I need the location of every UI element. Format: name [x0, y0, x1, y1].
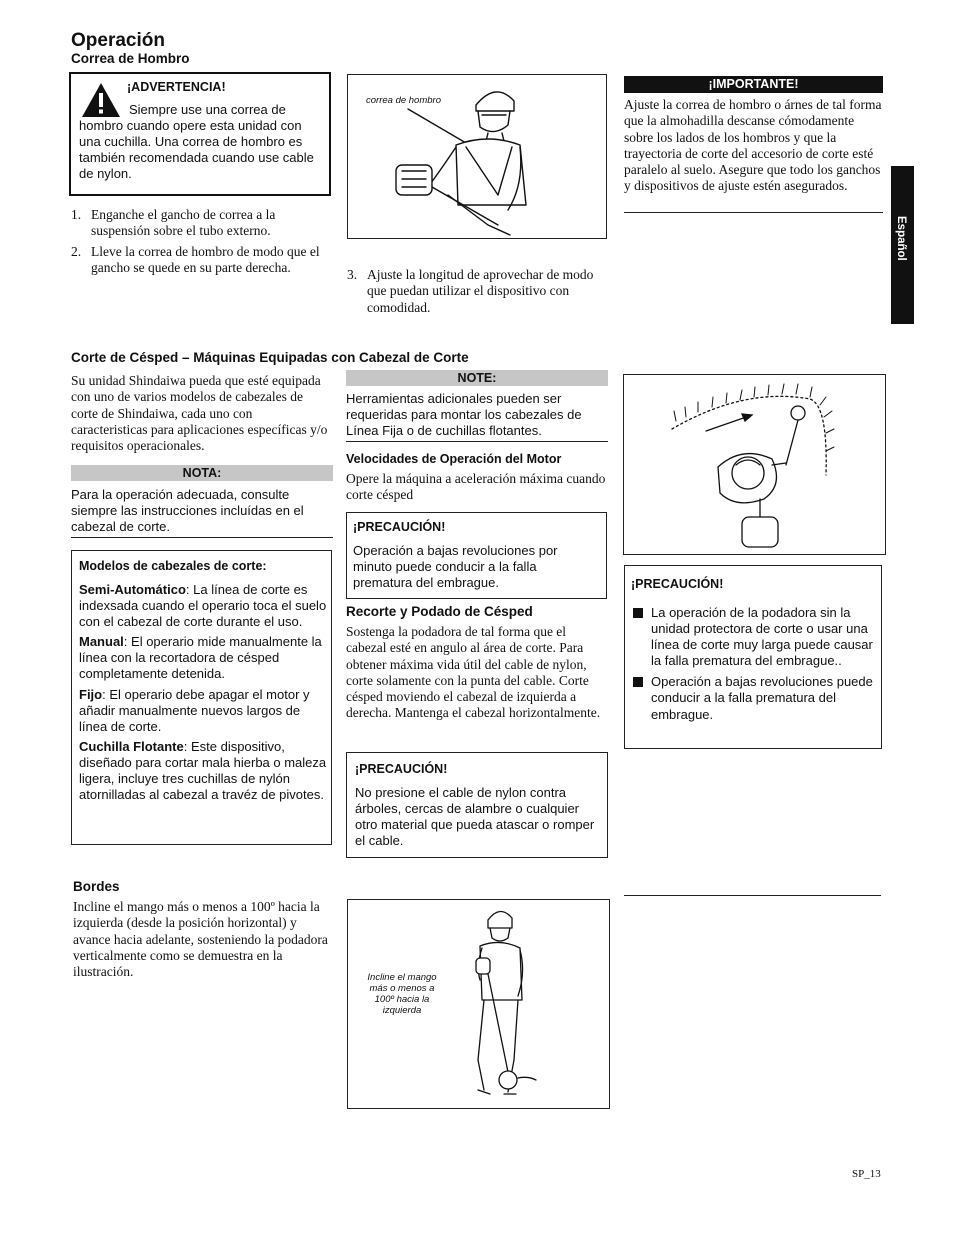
edging-text: Incline el mango más o menos a 100º hacia la izquierda (desde la posición horizontal) y avance hacia adelante, sosteniendo la podadora verticalmente como se demuestra en la ilustración.	[73, 899, 328, 980]
note-bar: NOTE:	[346, 370, 608, 386]
operator-edging-illustration	[348, 900, 610, 1109]
divider	[624, 212, 883, 213]
trim-text: Sostenga la podadora de tal forma que el cabezal esté en angulo al área de corte. Para obtener máxima vida útil del cable de nylon, corte solamente con la punta del cable. Corte césped moviendo el cabezal de izquierda a derecha. Mantenga el cabezal horizontalmente.	[346, 624, 601, 721]
warning-text: Siempre use una correa de hombro cuando opere esta unidad con una cuchilla. Una correa de hombro es también recomendada cuando use cable de nylon.	[79, 102, 314, 182]
important-text: Ajuste la correa de hombro o árnes de tal forma que la almohadilla descanse cómodamente sobre los lados de los hombros y que la trayectoria de corte del accesorio de corte esté paralelo al suelo. Asegure que todo los ganchos y dispositivos de ajuste estén asegurados.	[624, 97, 882, 194]
engine-speed-heading: Velocidades de Operación del Motor	[346, 452, 562, 466]
caution-box-nylon	[346, 752, 608, 858]
nota-text: Para la operación adecuada, consulte siempre las instrucciones incluídas en el cabezal de corte.	[71, 487, 304, 535]
operator-with-harness-illustration	[348, 75, 607, 239]
caution-box-guard	[624, 565, 882, 749]
section-heading-shoulder-strap: Correa de Hombro	[71, 51, 190, 66]
model-item: Fijo: El operario debe apagar el motor y añadir manualmente nuevos largos de línea de corte.	[79, 686, 310, 734]
list-item: 3. Ajuste la longitud de aprovechar de modo que puedan utilizar el dispositivo con comodidad.	[347, 267, 594, 315]
engine-speed-text: Opere la máquina a aceleración máxima cuando corte césped	[346, 471, 606, 503]
section-heading-grass-cutting: Corte de Césped – Máquinas Equipadas con Cabezal de Corte	[71, 350, 469, 365]
steps-list	[71, 207, 329, 276]
model-item: Semi-Automático: La línea de corte es indexsada cuando el operario toca el suelo con el cabezal de corte durante el uso.	[79, 582, 327, 630]
figure-edging	[347, 899, 610, 1109]
page-number: SP_13	[852, 1168, 881, 1180]
important-bar: ¡IMPORTANTE!	[624, 76, 883, 93]
divider	[624, 895, 881, 896]
list-item: La operación de la podadora sin la unidad protectora de corte o usar una línea de corte muy larga puede causar la falla prematura del embrague..	[633, 605, 873, 669]
warning-box	[69, 72, 331, 196]
divider	[346, 441, 608, 442]
top-view-trimming-illustration	[624, 375, 886, 555]
page-title: Operación	[71, 30, 165, 51]
figure-caption: Incline el mango más o menos a 100º hacia la izquierda	[367, 972, 437, 1016]
caution-title: ¡PRECAUCIÓN!	[631, 577, 724, 591]
divider	[71, 537, 333, 538]
figure-grass-cutting	[623, 374, 886, 555]
caution-text: Operación a bajas revoluciones por minuto puede conducir a la falla prematura del embrague.	[353, 543, 558, 591]
caution-list	[633, 605, 873, 723]
steps-list-continued	[347, 267, 607, 316]
model-item: Manual: El operario mide manualmente la línea con la recortadora de césped completamente detenida.	[79, 634, 322, 682]
figure-shoulder-strap	[347, 74, 607, 239]
note-text: Herramientas adicionales pueden ser requeridas para montar los cabezales de Línea Fija o de cuchillas flotantes.	[346, 391, 582, 439]
list-item: 1. Enganche el gancho de correa a la suspensión sobre el tubo externo.	[71, 207, 276, 239]
figure-caption: correa de hombro	[366, 95, 441, 106]
language-tab: Español	[891, 166, 914, 324]
section-heading-edging: Bordes	[73, 879, 120, 894]
list-item: 2. Lleve la correa de hombro de modo que el gancho se quede en su parte derecha.	[71, 243, 320, 275]
models-list	[79, 582, 327, 803]
model-item: Cuchilla Flotante: Este dispositivo, diseñado para cortar mala hierba o maleza ligera, incluye tres cuchillas de nylón atornilladas al cabezal a travéz de pivotes.	[79, 738, 327, 803]
cutting-head-models-box	[71, 550, 332, 845]
caution-title: ¡PRECAUCIÓN!	[353, 520, 446, 534]
warning-title: ¡ADVERTENCIA!	[127, 80, 226, 94]
trim-heading: Recorte y Podado de Césped	[346, 604, 533, 619]
grass-intro-text: Su unidad Shindaiwa pueda que esté equipada con uno de varios modelos de cabezales de corte de Shindaiwa, cada uno con caracteristicas para aplicaciones específicas y/o requisitos operacionales.	[71, 373, 328, 454]
caution-box-rpm	[346, 512, 607, 599]
models-title: Modelos de cabezales de corte:	[79, 559, 267, 573]
caution-title: ¡PRECAUCIÓN!	[355, 762, 448, 776]
nota-bar: NOTA:	[71, 465, 333, 481]
caution-text: No presione el cable de nylon contra árboles, cercas de alambre o cualquier otro material que pueda atascar o romper el cable.	[355, 785, 595, 849]
list-item: Operación a bajas revoluciones puede conducir a la falla prematura del embrague.	[633, 674, 873, 722]
